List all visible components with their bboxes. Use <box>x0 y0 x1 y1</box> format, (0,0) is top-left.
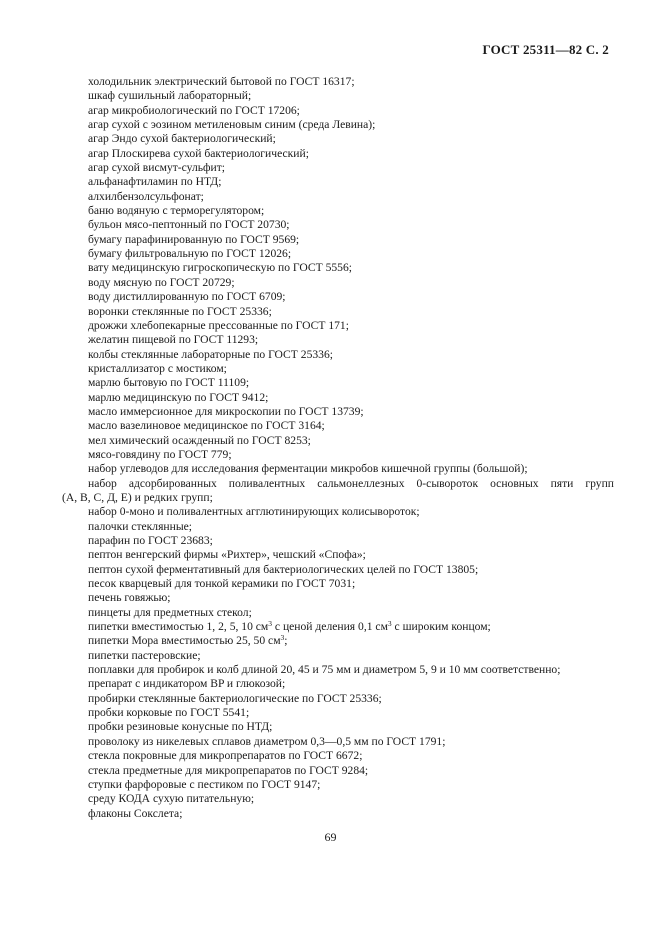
list-item: марлю бытовую по ГОСТ 11109; <box>88 376 250 390</box>
list-item: пипетки пастеровские; <box>88 648 201 662</box>
list-item: агар микробиологический по ГОСТ 17206; <box>88 103 300 117</box>
list-item: марлю медицинскую по ГОСТ 9412; <box>88 390 269 404</box>
list-item: масло иммерсионное для микроскопии по ГОСТ 13739; <box>88 404 364 418</box>
list-item: воду дистиллированную по ГОСТ 6709; <box>88 290 286 304</box>
list-item: набор адсорбированных поливалентных сальмонеллезных 0-сывороток основных пяти групп <box>88 476 614 490</box>
list-item: пробирки стеклянные бактериологические по ГОСТ 25336; <box>88 691 382 705</box>
list-item: шкаф сушильный лабораторный; <box>88 89 252 103</box>
list-item: мел химический осажденный по ГОСТ 8253; <box>88 433 311 447</box>
list-item: масло вазелиновое медицинское по ГОСТ 3164; <box>88 419 325 433</box>
list-item: бумагу фильтровальную по ГОСТ 12026; <box>88 247 292 261</box>
list-item: стекла покровные для микропрепаратов по ГОСТ 6672; <box>88 749 363 763</box>
list-item: воронки стеклянные по ГОСТ 25336; <box>88 304 272 318</box>
list-item: альфанафтиламин по НТД; <box>88 175 222 189</box>
list-item: печень говяжью; <box>88 591 171 605</box>
list-item: пептон сухой ферментативный для бактериологических целей по ГОСТ 13805; <box>88 562 479 576</box>
list-item: бумагу парафинированную по ГОСТ 9569; <box>88 232 300 246</box>
list-item: агар Эндо сухой бактериологический; <box>88 132 276 146</box>
pipette-text-middle: с ценой деления 0,1 см <box>272 620 388 634</box>
page-number: 69 <box>324 830 337 844</box>
list-item: пептон венгерский фирмы «Рихтер», чешский «Спофа»; <box>88 548 366 562</box>
mohr-text-end: ; <box>284 634 288 648</box>
list-item: палочки стеклянные; <box>88 519 192 533</box>
mohr-text: пипетки Мора вместимостью 25, 50 см <box>88 634 281 648</box>
list-item: кристаллизатор с мостиком; <box>88 361 227 375</box>
list-item: флаконы Сокслета; <box>88 806 183 820</box>
list-item: желатин пищевой по ГОСТ 11293; <box>88 333 259 347</box>
list-item: вату медицинскую гигроскопическую по ГОСТ 5556; <box>88 261 352 275</box>
superscript: 3 <box>268 619 273 629</box>
list-item: алхилбензолсульфонат; <box>88 189 204 203</box>
list-item: поплавки для пробирок и колб длиной 20, 45 и 75 мм и диаметром 5, 9 и 10 мм соответственно; <box>88 663 561 677</box>
list-item: песок кварцевый для тонкой керамики по ГОСТ 7031; <box>88 577 356 591</box>
list-item: проволоку из никелевых сплавов диаметром 0,3—0,5 мм по ГОСТ 1791; <box>88 734 446 748</box>
pipette-text-end: с широким концом; <box>391 620 491 634</box>
list-item <box>62 634 614 648</box>
list-item: пинцеты для предметных стекол; <box>88 605 252 619</box>
list-item: препарат с индикатором BP и глюкозой; <box>88 677 286 691</box>
list-item: бульон мясо-пептонный по ГОСТ 20730; <box>88 218 290 232</box>
list-item: парафин по ГОСТ 23683; <box>88 534 213 547</box>
list-item: агар сухой висмут-сульфит; <box>88 161 226 175</box>
list-item: среду КОДА сухую питательную; <box>88 792 255 806</box>
list-item: агар Плоскирева сухой бактериологический; <box>88 146 309 160</box>
list-item: колбы стеклянные лабораторные по ГОСТ 25336; <box>88 347 333 361</box>
superscript: 3 <box>280 633 285 643</box>
list-item: набор 0-моно и поливалентных агглютинирующих колисывороток; <box>88 505 420 519</box>
list-item: пробки резиновые конусные по НТД; <box>88 720 273 734</box>
list-item: холодильник электрический бытовой по ГОСТ 16317; <box>88 75 355 88</box>
list-item: баню водяную с терморегулятором; <box>88 204 265 218</box>
page-header: ГОСТ 25311—82 С. 2 <box>482 42 609 57</box>
list-item <box>62 620 614 634</box>
pipette-text: пипетки вместимостью 1, 2, 5, 10 см <box>88 620 269 634</box>
list-item: ступки фарфоровые с пестиком по ГОСТ 9147; <box>88 777 321 791</box>
equipment-list <box>62 75 614 821</box>
list-item: пробки корковые по ГОСТ 5541; <box>88 706 250 720</box>
list-item: воду мясную по ГОСТ 20729; <box>88 275 235 289</box>
list-item: набор углеводов для исследования ферментации микробов кишечной группы (большой); <box>88 462 528 476</box>
list-item: агар сухой с эозином метиленовым синим (среда Левина); <box>88 118 376 132</box>
list-item: дрожжи хлебопекарные прессованные по ГОСТ 171; <box>88 318 349 332</box>
superscript: 3 <box>387 619 392 629</box>
list-item: стекла предметные для микропрепаратов по ГОСТ 9284; <box>88 763 369 777</box>
list-item: мясо-говядину по ГОСТ 779; <box>88 447 232 461</box>
list-item-continuation: (A, B, C, Д, E) и редких групп; <box>62 490 213 504</box>
